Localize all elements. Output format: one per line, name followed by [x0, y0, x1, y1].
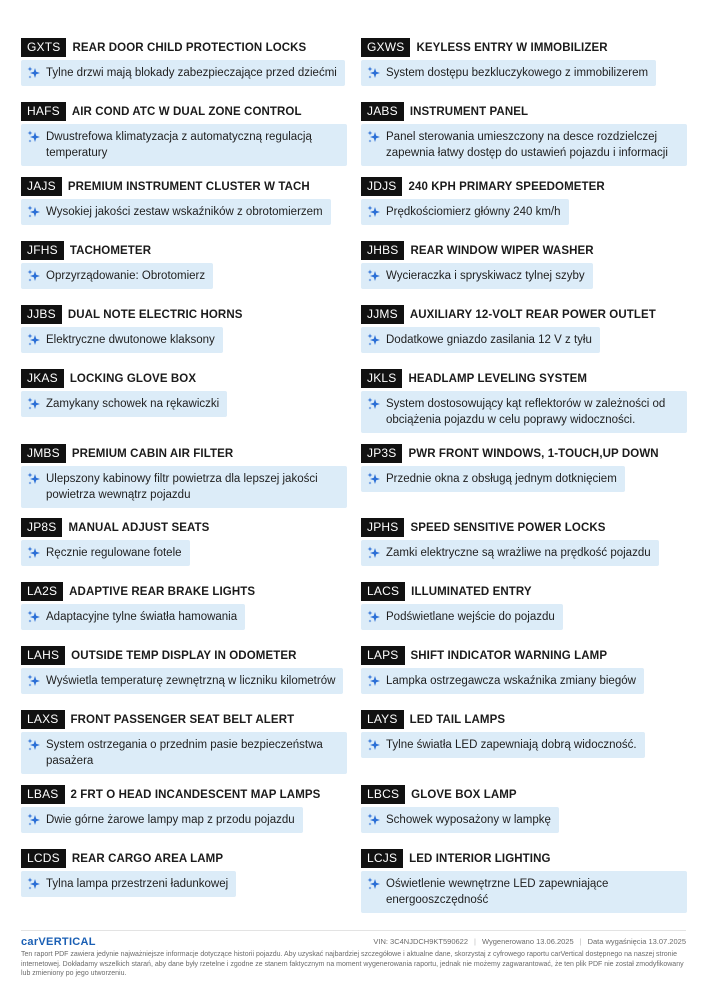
equipment-description-text: Lampka ostrzegawcza wskaźnika zmiany biegów — [386, 675, 636, 687]
equipment-header — [21, 38, 347, 57]
equipment-code-badge: LAPS — [361, 646, 405, 665]
equipment-item — [361, 305, 687, 346]
sparkle-icon — [367, 610, 381, 624]
equipment-description-text: Dodatkowe gniazdo zasilania 12 V z tyłu — [386, 334, 592, 346]
equipment-item — [21, 646, 347, 687]
equipment-header — [361, 305, 687, 324]
equipment-description — [361, 60, 656, 86]
equipment-description-text: Elektryczne dwutonowe klaksony — [46, 334, 215, 346]
equipment-description — [361, 124, 687, 166]
equipment-title: PREMIUM CABIN AIR FILTER — [71, 447, 234, 460]
sparkle-icon — [367, 130, 381, 144]
equipment-header — [21, 369, 347, 388]
equipment-description-text: Zamki elektryczne są wrażliwe na prędkość pojazdu — [386, 547, 651, 559]
equipment-header — [361, 444, 687, 463]
equipment-header — [361, 710, 687, 729]
equipment-description — [21, 540, 190, 566]
sparkle-icon — [367, 877, 381, 891]
equipment-description-text: Dwustrefowa klimatyzacja z automatyczną regulacją temperatury — [46, 131, 312, 159]
equipment-header — [361, 849, 687, 868]
sparkle-icon — [367, 269, 381, 283]
equipment-code-badge: HAFS — [21, 102, 66, 121]
equipment-description — [361, 263, 593, 289]
equipment-title: INSTRUMENT PANEL — [409, 105, 529, 118]
equipment-title: AIR COND ATC W DUAL ZONE CONTROL — [71, 105, 302, 118]
equipment-header — [361, 241, 687, 260]
sparkle-icon — [27, 269, 41, 283]
equipment-title: SPEED SENSITIVE POWER LOCKS — [410, 521, 606, 534]
equipment-description-text: Dwie górne żarowe lampy map z przodu pojazdu — [46, 814, 295, 826]
equipment-description-text: Tylna lampa przestrzeni ładunkowej — [46, 878, 229, 890]
equipment-description — [21, 263, 213, 289]
equipment-description-text: Adaptacyjne tylne światła hamowania — [46, 611, 238, 623]
equipment-item — [361, 38, 687, 79]
equipment-title: LED TAIL LAMPS — [409, 713, 506, 726]
equipment-description — [361, 391, 687, 433]
equipment-header — [21, 444, 347, 463]
equipment-header — [21, 646, 347, 665]
equipment-description — [361, 540, 659, 566]
equipment-title: 2 FRT O HEAD INCANDESCENT MAP LAMPS — [70, 788, 321, 801]
sparkle-icon — [27, 610, 41, 624]
equipment-code-badge: LAYS — [361, 710, 404, 729]
equipment-description-text: System ostrzegania o przednim pasie bezpieczeństwa pasażera — [46, 739, 323, 767]
equipment-description-text: Tylne drzwi mają blokady zabezpieczające przed dziećmi — [46, 67, 337, 79]
vin-label: VIN: 3C4NJDCH9KT590622 — [373, 937, 469, 946]
equipment-code-badge: LAXS — [21, 710, 65, 729]
equipment-code-badge: LA2S — [21, 582, 63, 601]
sparkle-icon — [367, 205, 381, 219]
equipment-description — [21, 124, 347, 166]
equipment-title: HEADLAMP LEVELING SYSTEM — [408, 372, 588, 385]
equipment-description-text: Oprzyrządowanie: Obrotomierz — [46, 270, 206, 282]
equipment-description-text: Ulepszony kabinowy filtr powietrza dla lepszej jakości powietrza wewnątrz pojazdu — [46, 473, 318, 501]
equipment-title: TACHOMETER — [69, 244, 152, 257]
equipment-item — [21, 582, 347, 623]
equipment-title: 240 KPH PRIMARY SPEEDOMETER — [408, 180, 605, 193]
equipment-code-badge: JHBS — [361, 241, 404, 260]
sparkle-icon — [27, 877, 41, 891]
equipment-item — [21, 444, 347, 501]
equipment-header — [21, 241, 347, 260]
equipment-code-badge: JJBS — [21, 305, 62, 324]
disclaimer-text: Ten raport PDF zawiera jedynie najważniejsze informacje dotyczące historii pojazdu. Aby uzyskać najbardziej szczegółowe i aktualne dane, skorzystaj z cyfrowego raportu carVertical dostępnego na naszej stronie internetowej. Dokładamy wszelkich starań, aby dane były rzetelne i zgodne ze stanem faktycznym na moment wygenerowania raportu, jednak nie możemy zagwarantować, że ten plik PDF nie został zmodyfikowany lub zmieniony po jego utworzeniu. — [21, 951, 684, 977]
report-meta — [373, 937, 686, 946]
equipment-item — [21, 102, 347, 159]
equipment-item — [21, 305, 347, 346]
equipment-title: SHIFT INDICATOR WARNING LAMP — [410, 649, 608, 662]
equipment-header — [361, 38, 687, 57]
sparkle-icon — [367, 397, 381, 411]
equipment-code-badge: JABS — [361, 102, 404, 121]
equipment-title: KEYLESS ENTRY W IMMOBILIZER — [416, 41, 608, 54]
equipment-code-badge: LCDS — [21, 849, 66, 868]
equipment-header — [361, 785, 687, 804]
equipment-item — [361, 444, 687, 485]
equipment-code-badge: JFHS — [21, 241, 64, 260]
equipment-description — [361, 199, 569, 225]
expiry-date: Data wygaśnięcia 13.07.2025 — [587, 937, 686, 946]
equipment-description — [361, 327, 600, 353]
equipment-code-badge: JKLS — [361, 369, 402, 388]
equipment-description — [21, 668, 343, 694]
equipment-description — [21, 732, 347, 774]
equipment-description-text: Zamykany schowek na rękawiczki — [46, 398, 220, 410]
sparkle-icon — [27, 813, 41, 827]
equipment-description-text: Wycieraczka i spryskiwacz tylnej szyby — [386, 270, 585, 282]
equipment-title: MANUAL ADJUST SEATS — [68, 521, 210, 534]
sparkle-icon — [27, 546, 41, 560]
equipment-header — [361, 646, 687, 665]
equipment-description — [21, 807, 303, 833]
equipment-item — [361, 785, 687, 826]
equipment-code-badge: JP3S — [361, 444, 402, 463]
equipment-header — [361, 177, 687, 196]
equipment-description-text: Przednie okna z obsługą jednym dotknięciem — [386, 473, 617, 485]
equipment-description — [21, 60, 345, 86]
sparkle-icon — [27, 66, 41, 80]
equipment-item — [361, 710, 687, 751]
equipment-code-badge: JJMS — [361, 305, 404, 324]
equipment-item — [361, 369, 687, 426]
sparkle-icon — [367, 66, 381, 80]
equipment-header — [21, 305, 347, 324]
equipment-title: AUXILIARY 12-VOLT REAR POWER OUTLET — [409, 308, 656, 321]
equipment-description — [361, 466, 625, 492]
equipment-header — [21, 102, 347, 121]
equipment-item — [21, 785, 347, 826]
equipment-description-text: Panel sterowania umieszczony na desce rozdzielczej zapewnia łatwy dostęp do ustawień pojazdu i informacji — [386, 131, 668, 159]
equipment-code-badge: GXWS — [361, 38, 410, 57]
sparkle-icon — [367, 333, 381, 347]
equipment-header — [21, 785, 347, 804]
sparkle-icon — [27, 130, 41, 144]
equipment-item — [361, 241, 687, 282]
equipment-description-text: Oświetlenie wewnętrzne LED zapewniające energooszczędność — [386, 878, 609, 906]
equipment-header — [21, 518, 347, 537]
equipment-item — [361, 102, 687, 159]
equipment-description-text: Schowek wyposażony w lampkę — [386, 814, 551, 826]
equipment-title: PREMIUM INSTRUMENT CLUSTER W TACH — [67, 180, 310, 193]
equipment-description — [21, 199, 331, 225]
equipment-description — [21, 871, 236, 897]
equipment-code-badge: JDJS — [361, 177, 402, 196]
equipment-title: REAR CARGO AREA LAMP — [71, 852, 224, 865]
equipment-item — [21, 849, 347, 890]
equipment-title: LOCKING GLOVE BOX — [69, 372, 197, 385]
equipment-header — [21, 710, 347, 729]
equipment-description — [21, 391, 227, 417]
equipment-item — [361, 518, 687, 559]
sparkle-icon — [27, 674, 41, 688]
equipment-item — [21, 369, 347, 410]
sparkle-icon — [27, 397, 41, 411]
equipment-header — [21, 582, 347, 601]
equipment-item — [361, 582, 687, 623]
equipment-title: REAR DOOR CHILD PROTECTION LOCKS — [72, 41, 307, 54]
sparkle-icon — [367, 674, 381, 688]
meta-separator: | — [579, 937, 582, 946]
equipment-description — [361, 604, 563, 630]
sparkle-icon — [27, 333, 41, 347]
equipment-description-text: System dostępu bezkluczykowego z immobilizerem — [386, 67, 649, 79]
equipment-header — [361, 518, 687, 537]
equipment-item — [361, 849, 687, 906]
equipment-description-text: Wysokiej jakości zestaw wskaźników z obrotomierzem — [46, 206, 323, 218]
equipment-code-badge: JAJS — [21, 177, 62, 196]
equipment-code-badge: JMBS — [21, 444, 66, 463]
equipment-item — [21, 241, 347, 282]
equipment-description — [21, 604, 245, 630]
equipment-description-text: System dostosowujący kąt reflektorów w zależności od obciążenia pojazdu w celu poprawy widoczności. — [386, 398, 666, 426]
equipment-title: PWR FRONT WINDOWS, 1-TOUCH,UP DOWN — [408, 447, 659, 460]
equipment-description — [361, 871, 687, 913]
meta-separator: | — [474, 937, 476, 946]
equipment-header — [21, 177, 347, 196]
equipment-description-text: Prędkościomierz główny 240 km/h — [386, 206, 561, 218]
equipment-item — [361, 177, 687, 218]
equipment-item — [21, 38, 347, 79]
sparkle-icon — [367, 546, 381, 560]
sparkle-icon — [27, 472, 41, 486]
sparkle-icon — [27, 205, 41, 219]
generated-date: Wygenerowano 13.06.2025 — [481, 937, 574, 946]
equipment-code-badge: JP8S — [21, 518, 62, 537]
equipment-item — [21, 177, 347, 218]
equipment-code-badge: LAHS — [21, 646, 65, 665]
equipment-header — [361, 369, 687, 388]
equipment-description-text: Tylne światła LED zapewniają dobrą widoczność. — [386, 739, 637, 751]
equipment-code-badge: LBCS — [361, 785, 405, 804]
equipment-description — [21, 327, 223, 353]
equipment-title: ILLUMINATED ENTRY — [411, 585, 532, 598]
sparkle-icon — [367, 813, 381, 827]
equipment-item — [21, 518, 347, 559]
equipment-code-badge: JPHS — [361, 518, 404, 537]
equipment-header — [361, 102, 687, 121]
equipment-description — [361, 732, 645, 758]
equipment-title: LED INTERIOR LIGHTING — [409, 852, 551, 865]
sparkle-icon — [367, 472, 381, 486]
equipment-description-text: Ręcznie regulowane fotele — [46, 547, 182, 559]
equipment-header — [21, 849, 347, 868]
equipment-item — [21, 710, 347, 767]
brand-logo: carVERTICAL — [21, 936, 96, 948]
equipment-title: GLOVE BOX LAMP — [411, 788, 517, 801]
equipment-title: FRONT PASSENGER SEAT BELT ALERT — [70, 713, 295, 726]
equipment-description — [21, 466, 347, 508]
equipment-description-text: Wyświetla temperaturę zewnętrzną w liczniku kilometrów — [46, 675, 336, 687]
equipment-code-badge: LACS — [361, 582, 405, 601]
equipment-item — [361, 646, 687, 687]
sparkle-icon — [27, 738, 41, 752]
equipment-title: REAR WINDOW WIPER WASHER — [410, 244, 594, 257]
equipment-code-badge: GXTS — [21, 38, 66, 57]
equipment-code-badge: LBAS — [21, 785, 65, 804]
equipment-header — [361, 582, 687, 601]
equipment-title: DUAL NOTE ELECTRIC HORNS — [67, 308, 243, 321]
equipment-description-text: Podświetlane wejście do pojazdu — [386, 611, 555, 623]
sparkle-icon — [367, 738, 381, 752]
equipment-description — [361, 807, 559, 833]
equipment-code-badge: JKAS — [21, 369, 64, 388]
equipment-title: OUTSIDE TEMP DISPLAY IN ODOMETER — [71, 649, 297, 662]
equipment-description — [361, 668, 644, 694]
equipment-title: ADAPTIVE REAR BRAKE LIGHTS — [69, 585, 256, 598]
equipment-code-badge: LCJS — [361, 849, 403, 868]
footer-divider — [21, 930, 686, 931]
